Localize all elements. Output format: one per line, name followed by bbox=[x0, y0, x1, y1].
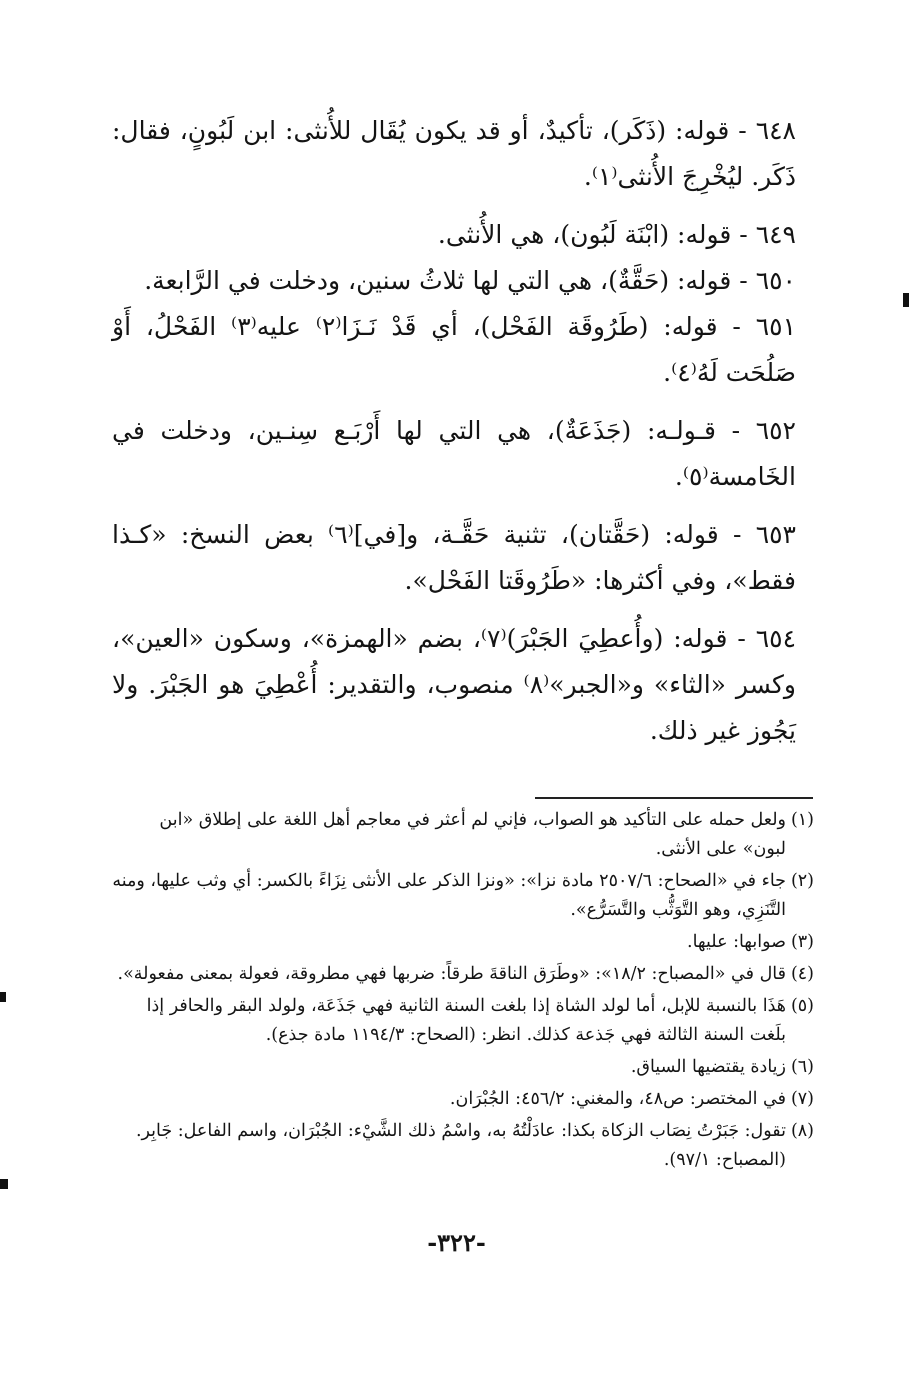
footnote-number: (٦) bbox=[790, 1057, 814, 1077]
scan-mark-left bbox=[0, 1179, 8, 1189]
footnote-number: (٥) bbox=[790, 996, 814, 1016]
footnote-number: (٧) bbox=[790, 1089, 814, 1109]
footnote-text: زيادة يقتضيها السياق. bbox=[630, 1057, 786, 1077]
footnote-number: (٤) bbox=[790, 964, 814, 984]
footnote-number: (١) bbox=[790, 810, 814, 830]
footnote-2 bbox=[112, 867, 814, 925]
paragraph-651: ٦٥١ - قوله: (طَرُوقَة الفَحْل)، أي قَدْ نَـزَا⁽٢⁾ عليه⁽٣⁾ الفَحْلُ، أَوْ صَلُحَت لَهُ⁽٤⁾. bbox=[112, 312, 797, 387]
paragraph-650: ٦٥٠ - قوله: (حَقَّةٌ)، هي التي لها ثلاثُ سنين، ودخلت في الرَّابعة. bbox=[144, 266, 796, 295]
footnote-text: جاء في «الصحاح: ٢٥٠٧/٦ مادة نزا»: «ونزا الذكر على الأنثى نِزَاءً بالكسر: أي وثب عليها، ومنه التَّنَزِي، وهو التَّوَثُّب والتَّسَرُّع». bbox=[112, 871, 786, 920]
footnote-text: في المختصر: ص٤٨، والمغني: ٤٥٦/٢: الجُبْرَان. bbox=[449, 1089, 786, 1109]
scan-mark-left bbox=[0, 992, 6, 1002]
footnote-3 bbox=[112, 928, 814, 957]
footnote-number: (٣) bbox=[790, 932, 814, 952]
paragraph-653: ٦٥٣ - قوله: (حَقَّتان)، تثنية حَقَّـة، و[في]⁽٦⁾ بعض النسخ: «كـذا فقط»، وفي أكثرها: «طَرُوقَتا الفَحْل». bbox=[112, 520, 796, 595]
footnote-4 bbox=[112, 960, 814, 989]
footnote-number: (٨) bbox=[790, 1121, 814, 1141]
paragraph-648: ٦٤٨ - قوله: (ذَكَر)، تأكيدٌ، أو قد يكون يُقَال للأُنثى: ابن لَبُونٍ، فقال: ذَكَر. ليُخْرِجَ الأُنثى⁽١⁾. bbox=[112, 116, 796, 191]
footnote-number: (٢) bbox=[790, 871, 814, 891]
main-text bbox=[112, 108, 796, 766]
footnote-6 bbox=[112, 1053, 814, 1082]
footnote-text: ولعل حمله على التأكيد هو الصواب، فإني لم أعثر في معاجم أهل اللغة على إطلاق «ابن لبون» على الأنثى. bbox=[159, 810, 786, 859]
paragraph-649: ٦٤٩ - قوله: (ابْنَة لَبُون)، هي الأُنثى. bbox=[437, 220, 796, 249]
footnote-1 bbox=[112, 806, 814, 864]
paragraph-652: ٦٥٢ - قـولـه: (جَذَعَةٌ)، هي التي لها أَرْبَـع سِنـين، ودخلت في الخَامسة⁽٥⁾. bbox=[112, 416, 796, 491]
footnote-text: قال في «المصباح: ١٨/٢»: «وطَرَق الناقةَ طرقاً: ضربها فهي مطروقة، فعولة بمعنى مفعولة». bbox=[117, 964, 786, 984]
footnote-text: صوابها: عليها. bbox=[687, 932, 786, 952]
footnote-text: تقول: جَبَرْتُ نِصَاب الزكاة بكذا: عادَلْتُهُ به، واسْمُ ذلك الشَّيْء: الجُبْرَان، واسم الفاعل: جَابِر. (المصباح: ٩٧/١). bbox=[135, 1121, 786, 1170]
footnote-separator bbox=[535, 797, 813, 799]
footnotes bbox=[112, 806, 814, 1178]
page-number: -٣٢٢- bbox=[427, 1228, 486, 1257]
footnote-7 bbox=[112, 1085, 814, 1114]
footnote-text: هَذَا بالنسبة للإبل، أما لولد الشاة إذا بلغت السنة الثانية فهي جَذَعَة، ولولد البقر والحافر إذا بلَغت السنة الثالثة فهي جَذعة كذلك. انظر: (الصحاح: ١١٩٤/٣ مادة جذع). bbox=[146, 996, 786, 1045]
footnote-5 bbox=[112, 992, 814, 1050]
footnote-8 bbox=[112, 1117, 814, 1175]
paragraph-654: ٦٥٤ - قوله: (وأُعطِيَ الجَبْرَ)⁽٧⁾، بضم «الهمزة»، وسكون «العين»، وكسر «الثاء» و«الجبر»⁽٨⁾ منصوب، والتقدير: أُعْطِيَ هو الجَبْرَ. ولا يَجُوز غير ذلك. bbox=[112, 624, 797, 745]
scan-mark-right bbox=[903, 293, 909, 307]
